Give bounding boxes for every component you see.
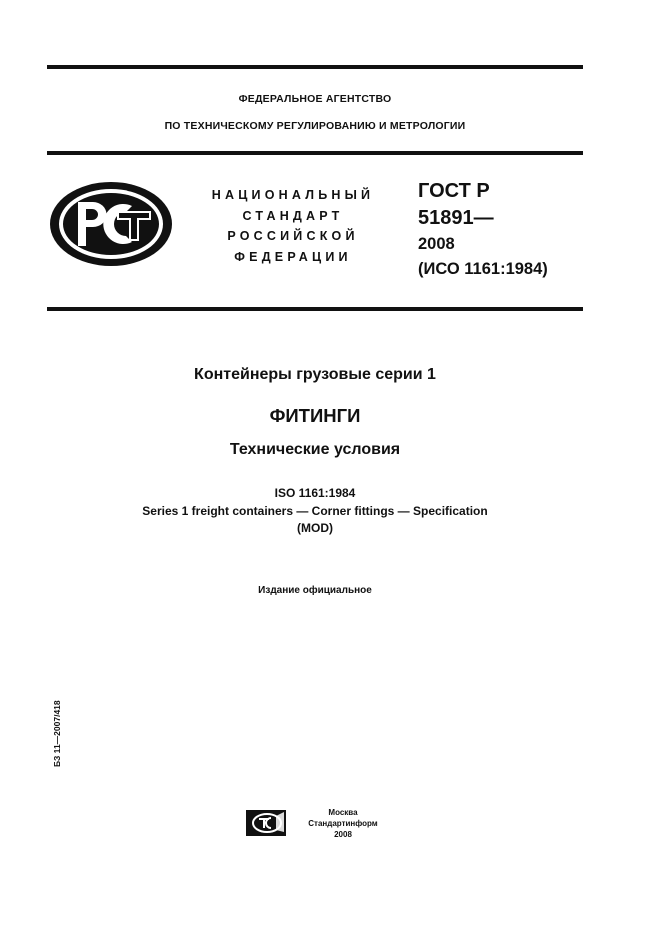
iso-line-1: ISO 1161:1984 (274, 486, 356, 500)
standartinform-logo-icon (246, 808, 288, 838)
iso-reference (47, 485, 583, 538)
national-standard-line: ФЕДЕРАЦИИ (234, 249, 352, 264)
header-rule (47, 151, 583, 155)
title-line-3: Технические условия (229, 441, 401, 458)
iso-line-2: Series 1 freight containers — Corner fittings — Specification (142, 503, 488, 518)
publisher-year: 2008 (334, 830, 352, 839)
publisher-name: Стандартинформ (308, 819, 378, 828)
agency-line-2: ПО ТЕХНИЧЕСКОМУ РЕГУЛИРОВАНИЮ И МЕТРОЛОГИИ (164, 120, 466, 132)
gost-line-3: 2008 (418, 235, 455, 253)
publisher-info (300, 807, 386, 840)
gost-line-2: 51891— (418, 207, 494, 229)
national-standard-label (192, 185, 394, 267)
gost-designation (418, 178, 548, 282)
agency-line-1: ФЕДЕРАЛЬНОЕ АГЕНТСТВО (238, 93, 392, 105)
national-standard-line: НАЦИОНАЛЬНЫЙ (211, 188, 375, 202)
publisher-city: Москва (328, 808, 358, 817)
edition-label: Издание официальное (258, 585, 372, 596)
side-code: БЗ 11—2007/418 (52, 700, 62, 767)
gost-line-1: ГОСТ Р (418, 180, 490, 202)
title-line-1: Контейнеры грузовые серии 1 (194, 366, 436, 383)
iso-line-3: (MOD) (297, 521, 333, 535)
block-rule (47, 307, 583, 311)
top-rule (47, 65, 583, 69)
title-line-2: ФИТИНГИ (269, 405, 361, 426)
gost-line-4: (ИСО 1161:1984) (418, 260, 548, 278)
national-standard-line: РОССИЙСКОЙ (227, 229, 359, 243)
rst-certification-mark-icon (48, 180, 174, 268)
national-standard-line: СТАНДАРТ (242, 208, 344, 223)
